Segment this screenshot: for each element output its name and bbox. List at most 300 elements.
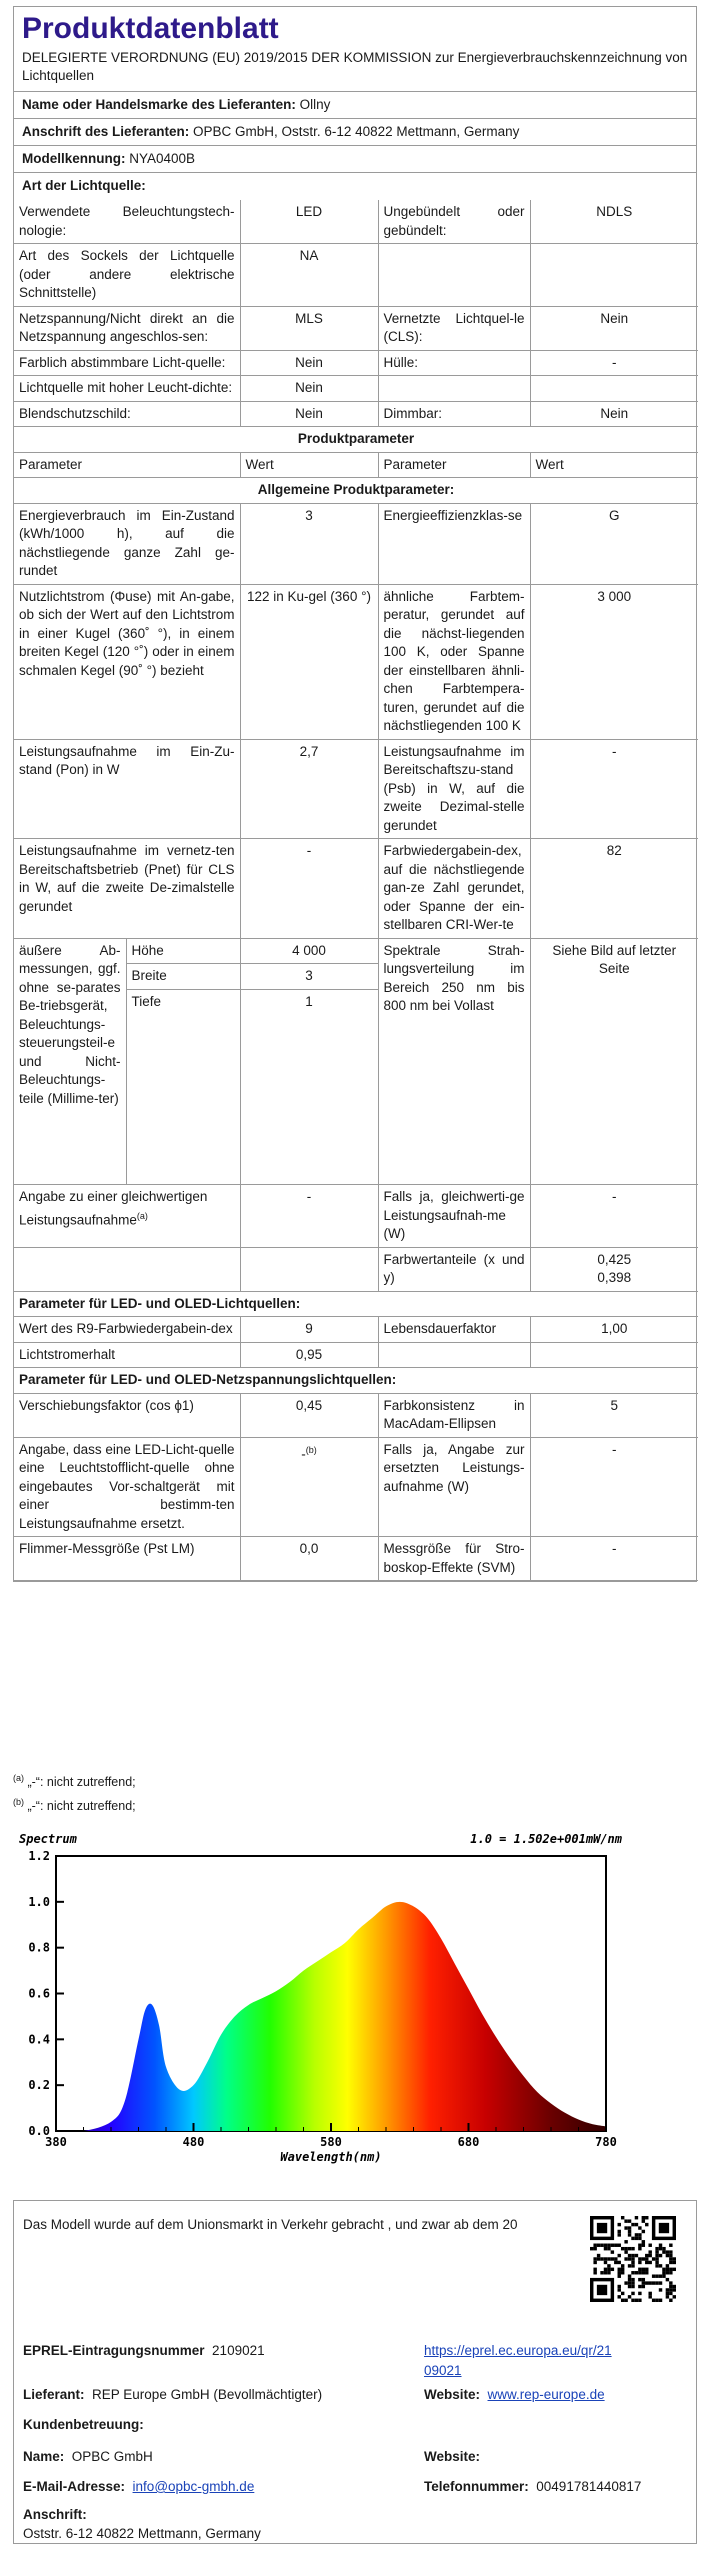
param-label	[14, 1185, 240, 1248]
qr-module	[669, 2271, 672, 2274]
qr-module	[621, 2292, 624, 2295]
qr-module	[659, 2281, 662, 2284]
qr-module	[631, 2247, 634, 2250]
qr-module	[648, 2250, 651, 2253]
qr-code-icon[interactable]	[590, 2216, 676, 2302]
type-row	[14, 401, 698, 427]
qr-module	[673, 2261, 676, 2264]
qr-module	[669, 2257, 672, 2260]
footnote-a: $^{(a)}$ „-“: nicht zutreffend;	[13, 1773, 136, 1790]
qr-module	[614, 2244, 617, 2247]
qr-module	[669, 2288, 672, 2291]
qr-module	[600, 2244, 603, 2247]
qr-module	[638, 2271, 641, 2274]
param-label: Lichtstromerhalt	[14, 1342, 240, 1368]
param-value: G	[530, 503, 698, 584]
eprel-label: EPREL-Eintragungsnummer	[23, 2343, 205, 2358]
param-value: 5	[530, 1393, 698, 1437]
parameter-grid	[14, 200, 698, 1581]
qr-module	[631, 2257, 634, 2260]
qr-module	[631, 2299, 634, 2302]
param-label: Blendschutzschild:	[14, 401, 240, 427]
email-row	[23, 2477, 254, 2497]
datasheet-table	[13, 6, 697, 1582]
qr-module	[593, 2261, 596, 2264]
qr-module	[652, 2281, 655, 2284]
product-params-header-row	[14, 427, 698, 453]
general-row	[14, 584, 698, 739]
param-value: 0,0	[240, 1537, 378, 1581]
qr-module	[648, 2281, 651, 2284]
qr-module	[618, 2285, 621, 2288]
address-row	[14, 119, 696, 146]
qr-module	[635, 2233, 638, 2236]
general-row	[14, 839, 698, 939]
qr-module	[648, 2244, 651, 2247]
qr-module	[673, 2285, 676, 2288]
website2-row	[424, 2447, 480, 2467]
qr-module	[659, 2264, 662, 2267]
qr-module	[624, 2240, 627, 2243]
qr-module	[662, 2274, 665, 2277]
website-link[interactable]: www.rep-europe.de	[487, 2387, 605, 2402]
qr-module	[597, 2254, 600, 2257]
param-label: Lebensdauerfaktor	[378, 1317, 530, 1343]
qr-module	[673, 2288, 676, 2291]
qr-module	[645, 2268, 648, 2271]
qr-module	[635, 2237, 638, 2240]
qr-module	[614, 2261, 617, 2264]
qr-module	[624, 2247, 627, 2250]
param-value: NA	[240, 244, 378, 307]
qr-module	[669, 2281, 672, 2284]
qr-module	[631, 2292, 634, 2295]
qr-module	[642, 2219, 645, 2222]
col-header-value: Wert	[530, 452, 698, 478]
y-tick-label: 0.4	[28, 2032, 50, 2047]
qr-module	[604, 2247, 607, 2250]
param-value: Siehe Bild auf letzter Seite	[530, 938, 698, 1185]
param-value	[240, 1437, 378, 1537]
eprel-row	[23, 2341, 265, 2361]
param-label: Falls ja, Angabe zur ersetzten Leistungs-aufnahme (W)	[378, 1437, 530, 1537]
qr-module	[604, 2268, 607, 2271]
qr-module	[628, 2233, 631, 2236]
param-value: -	[240, 1185, 378, 1248]
qr-module	[635, 2254, 638, 2257]
qr-module	[618, 2288, 621, 2291]
qr-module	[618, 2271, 621, 2274]
chart-title: Spectrum	[19, 1832, 77, 1846]
param-label: Leistungsaufnahme im Ein-Zu-stand (Pon) in W	[14, 739, 240, 839]
chroma-y: 0,398	[597, 1270, 632, 1285]
chromaticity-row	[14, 1247, 698, 1291]
dimensions-row	[14, 938, 698, 1185]
qr-module	[618, 2233, 621, 2236]
qr-module	[618, 2223, 621, 2226]
x-tick-label: 780	[595, 2135, 617, 2149]
qr-module	[638, 2233, 641, 2236]
tel-label: Telefonnummer:	[424, 2479, 529, 2494]
general-params-header: Allgemeine Produktparameter:	[14, 478, 698, 504]
qr-module	[593, 2247, 596, 2250]
qr-module	[642, 2271, 645, 2274]
product-params-header: Produktparameter	[14, 427, 698, 453]
param-label: Verwendete Beleuchtungstech-nologie:	[14, 200, 240, 244]
param-label: Farbwertanteile (x und y)	[378, 1247, 530, 1291]
qr-module	[638, 2226, 641, 2229]
qr-module	[618, 2268, 621, 2271]
param-label: Dimmbar:	[378, 401, 530, 427]
y-tick-label: 0.0	[28, 2124, 50, 2138]
eprel-link-line1[interactable]: https://eprel.ec.europa.eu/qr/21	[424, 2343, 612, 2358]
lieferant-label: Lieferant:	[23, 2387, 85, 2402]
qr-module	[645, 2254, 648, 2257]
qr-module	[669, 2292, 672, 2295]
qr-module	[618, 2230, 621, 2233]
qr-module	[628, 2219, 631, 2222]
x-tick-label: 680	[457, 2135, 480, 2149]
qr-module	[655, 2299, 658, 2302]
y-tick-label: 1.2	[28, 1849, 50, 1863]
param-value	[530, 244, 698, 307]
col-header-parameter: Parameter	[14, 452, 240, 478]
name-value: OPBC GmbH	[71, 2449, 153, 2464]
qr-module	[642, 2257, 645, 2260]
led-row	[14, 1317, 698, 1343]
name-label: Name:	[23, 2449, 65, 2464]
param-label: Ungebündelt oder gebündelt:	[378, 200, 530, 244]
qr-module	[666, 2264, 669, 2267]
qr-module	[659, 2274, 662, 2277]
footnotes	[13, 1768, 136, 1816]
model-label: Modellkennung:	[22, 151, 126, 166]
y-tick-label: 1.0	[28, 1894, 50, 1909]
qr-module	[628, 2285, 631, 2288]
qr-module	[621, 2271, 624, 2274]
type-row	[14, 244, 698, 307]
qr-module	[645, 2216, 648, 2219]
qr-module	[642, 2216, 645, 2219]
qr-module	[655, 2257, 658, 2260]
qr-module	[642, 2285, 645, 2288]
led-header-row	[14, 1291, 698, 1317]
qr-module	[642, 2268, 645, 2271]
qr-module	[628, 2295, 631, 2298]
x-tick-label: 480	[182, 2135, 205, 2149]
qr-module	[614, 2257, 617, 2260]
qr-module	[607, 2244, 610, 2247]
qr-module	[652, 2299, 655, 2302]
param-value: 3 000	[530, 584, 698, 739]
page-title: Produktdatenblatt	[22, 12, 279, 45]
footnote-b: $^{(b)}$ „-“: nicht zutreffend;	[13, 1797, 136, 1814]
param-label: Netzspannung/Nicht direkt an die Netzspannung angeschlos-sen:	[14, 306, 240, 350]
param-value: MLS	[240, 306, 378, 350]
y-tick-label: 0.2	[28, 2078, 50, 2093]
eprel-link[interactable]	[424, 2341, 612, 2381]
qr-module	[666, 2250, 669, 2253]
qr-module	[607, 2257, 610, 2260]
tel-value: 00491781440817	[536, 2479, 642, 2494]
qr-module	[593, 2257, 596, 2260]
qr-module	[635, 2271, 638, 2274]
qr-module	[624, 2257, 627, 2260]
qr-module	[662, 2271, 665, 2274]
param-label: Spektrale Strah-lungsverteilung im Bereich 250 nm bis 800 nm bei Vollast	[378, 938, 530, 1185]
param-label: Verschiebungsfaktor (cos ϕ1)	[14, 1393, 240, 1437]
qr-module	[659, 2247, 662, 2250]
param-value: LED	[240, 200, 378, 244]
qr-module	[600, 2257, 603, 2260]
qr-module	[631, 2278, 634, 2281]
qr-module	[666, 2288, 669, 2291]
param-label: Lichtquelle mit hoher Leucht-dichte:	[14, 376, 240, 402]
qr-module	[655, 2281, 658, 2284]
qr-module	[642, 2244, 645, 2247]
qr-module	[611, 2250, 614, 2253]
type-row	[14, 306, 698, 350]
type-row	[14, 350, 698, 376]
model-row	[14, 146, 696, 173]
qr-module	[638, 2285, 641, 2288]
x-tick-label: 580	[320, 2135, 342, 2149]
qr-module	[600, 2271, 603, 2274]
qr-module	[638, 2261, 641, 2264]
qr-module	[597, 2257, 600, 2260]
dim-value: 3	[241, 964, 378, 990]
qr-module	[624, 2281, 627, 2284]
dimensions-label: äußere Ab-messungen, ggf. ohne se-parates Be-triebsgerät, Beleuchtungs-steuerungsteil-e und Nicht-Beleuchtungs-teile (Millime-ter)	[14, 939, 126, 1185]
qr-module	[618, 2254, 621, 2257]
qr-module	[597, 2244, 600, 2247]
qr-module	[673, 2295, 676, 2298]
mls-params-header: Parameter für LED- und OLED-Netzspannungslichtquellen:	[14, 1368, 698, 1394]
qr-module	[642, 2281, 645, 2284]
type-row	[14, 376, 698, 402]
email-label: E-Mail-Adresse:	[23, 2479, 126, 2494]
mls-row	[14, 1537, 698, 1581]
qr-module	[607, 2271, 610, 2274]
eprel-link-line2[interactable]: 09021	[424, 2363, 462, 2378]
qr-module	[604, 2271, 607, 2274]
qr-module	[631, 2264, 634, 2267]
param-label: Art des Sockels der Lichtquelle (oder andere elektrische Schnittstelle)	[14, 244, 240, 307]
param-label	[378, 1342, 530, 1368]
qr-module	[669, 2261, 672, 2264]
param-value: 0,95	[240, 1342, 378, 1368]
qr-module	[659, 2299, 662, 2302]
general-header-row	[14, 478, 698, 504]
dimensions-cell	[14, 938, 240, 1185]
qr-module	[645, 2223, 648, 2226]
mls-row	[14, 1437, 698, 1537]
qr-module	[669, 2254, 672, 2257]
qr-module	[673, 2257, 676, 2260]
qr-module	[593, 2271, 596, 2274]
qr-module	[628, 2230, 631, 2233]
param-value: Nein	[530, 306, 698, 350]
param-value: 2,7	[240, 739, 378, 839]
qr-module	[611, 2268, 614, 2271]
qr-module	[652, 2257, 655, 2260]
qr-module	[618, 2274, 621, 2277]
qr-finder	[659, 2223, 669, 2233]
qr-module	[638, 2278, 641, 2281]
name-row	[23, 2447, 153, 2467]
param-value: 0,45	[240, 1393, 378, 1437]
qr-module	[628, 2264, 631, 2267]
qr-module	[604, 2257, 607, 2260]
qr-module	[631, 2254, 634, 2257]
qr-module	[662, 2250, 665, 2253]
qr-module	[631, 2285, 634, 2288]
regulation-subtitle: DELEGIERTE VERORDNUNG (EU) 2019/2015 DER KOMMISSION zur Energieverbrauchskennzeichnung von Lichtquellen	[14, 49, 696, 92]
qr-module	[659, 2244, 662, 2247]
qr-module	[624, 2250, 627, 2253]
qr-module	[638, 2244, 641, 2247]
eprel-value: 2109021	[212, 2343, 265, 2358]
qr-finder	[597, 2223, 607, 2233]
param-label: Hülle:	[378, 350, 530, 376]
address-label: Anschrift des Lieferanten:	[22, 124, 190, 139]
type-section-header: Art der Lichtquelle:	[22, 178, 146, 193]
qr-module	[628, 2278, 631, 2281]
qr-module	[635, 2216, 638, 2219]
qr-module	[624, 2219, 627, 2222]
qr-module	[590, 2247, 593, 2250]
qr-module	[631, 2261, 634, 2264]
qr-module	[669, 2299, 672, 2302]
supplier-value: Ollny	[299, 97, 331, 112]
param-value: -	[240, 839, 378, 939]
qr-module	[666, 2268, 669, 2271]
param-label: Angabe, dass eine LED-Licht-quelle eine Leuchtstofflicht-quelle ohne eingebautes Vor-schaltgerät mit einer bestimm-ten Leistungsaufnahme ersetzt.	[14, 1437, 240, 1537]
qr-module	[669, 2244, 672, 2247]
qr-module	[666, 2278, 669, 2281]
qr-module	[621, 2268, 624, 2271]
qr-module	[624, 2226, 627, 2229]
email-link[interactable]: info@opbc-gmbh.de	[132, 2479, 255, 2494]
info-box	[13, 2200, 697, 2544]
led-params-header: Parameter für LED- und OLED-Lichtquellen:	[14, 1291, 698, 1317]
qr-module	[638, 2237, 641, 2240]
qr-module	[642, 2240, 645, 2243]
chart-annotation: 1.0 = 1.502e+001mW/nm	[470, 1832, 622, 1846]
y-tick-label: 0.6	[28, 1986, 50, 2001]
param-label: Vernetzte Lichtquel-le (CLS):	[378, 306, 530, 350]
param-label: Leistungsaufnahme im Bereitschaftszu-stand (Psb) in W, auf die zweite Dezimal-stelle gerundet	[378, 739, 530, 839]
param-label	[378, 244, 530, 307]
dim-name: Tiefe	[126, 989, 240, 1014]
param-value: -	[530, 1537, 698, 1581]
qr-module	[638, 2299, 641, 2302]
param-value	[530, 1247, 698, 1291]
qr-module	[645, 2261, 648, 2264]
qr-module	[659, 2254, 662, 2257]
param-label: ähnliche Farbtem-peratur, gerundet auf die nächst-liegenden 100 K, oder Spanne der einstellbaren ähnli-chen Farbtempera-turen, gerundet auf die nächstliegenden 100 K	[378, 584, 530, 739]
column-header-row	[14, 452, 698, 478]
qr-module	[638, 2268, 641, 2271]
param-value: -	[530, 1437, 698, 1537]
param-label: Messgröße für Stro-boskop-Effekte (SVM)	[378, 1537, 530, 1581]
param-value: Nein	[530, 401, 698, 427]
qr-module	[618, 2295, 621, 2298]
spectrum-chart	[13, 1826, 628, 2180]
param-label: Energieverbrauch im Ein-Zustand (kWh/1000 h), auf die nächstliegende ganze Zahl ge-rundet	[14, 503, 240, 584]
qr-module	[645, 2281, 648, 2284]
chroma-x: 0,425	[597, 1251, 632, 1267]
dim-name: Breite	[126, 964, 240, 990]
param-value: 3	[240, 503, 378, 584]
qr-module	[645, 2257, 648, 2260]
param-label: Wert des R9-Farbwiedergabein-dex	[14, 1317, 240, 1343]
address-value: OPBC GmbH, Oststr. 6-12 40822 Mettmann, Germany	[193, 124, 520, 139]
footnote-ref: (b)	[305, 1444, 317, 1455]
param-value: -	[530, 739, 698, 839]
qr-module	[621, 2299, 624, 2302]
param-value: Nein	[240, 376, 378, 402]
dim-value: 4 000	[241, 939, 378, 964]
dimensions-subtable	[14, 939, 240, 1185]
footnote-ref: (a)	[136, 1210, 148, 1221]
qr-module	[631, 2271, 634, 2274]
equivalent-row	[14, 1185, 698, 1248]
model-value: NYA0400B	[129, 151, 196, 166]
qr-module	[659, 2288, 662, 2291]
param-value	[530, 1342, 698, 1368]
equivalent-label: Angabe zu einer gleichwertigen Leistungsaufnahme	[19, 1189, 208, 1227]
col-header-parameter: Parameter	[378, 452, 530, 478]
qr-finder	[597, 2285, 607, 2295]
value-dash: -	[301, 1446, 306, 1461]
col-header-value: Wert	[240, 452, 378, 478]
qr-module	[666, 2295, 669, 2298]
param-value: -	[530, 1185, 698, 1248]
qr-module	[655, 2254, 658, 2257]
qr-module	[652, 2274, 655, 2277]
param-value: 1,00	[530, 1317, 698, 1343]
qr-module	[631, 2237, 634, 2240]
qr-module	[655, 2274, 658, 2277]
param-value: Nein	[240, 401, 378, 427]
param-label: Flimmer-Messgröße (Pst LM)	[14, 1537, 240, 1581]
qr-module	[624, 2299, 627, 2302]
qr-module	[618, 2244, 621, 2247]
qr-module	[604, 2261, 607, 2264]
led-row	[14, 1342, 698, 1368]
qr-module	[611, 2244, 614, 2247]
dimensions-values-cell	[240, 938, 378, 1185]
qr-module	[648, 2295, 651, 2298]
website2-label: Website:	[424, 2449, 481, 2464]
qr-module	[631, 2281, 634, 2284]
qr-module	[642, 2278, 645, 2281]
param-value: 122 in Ku-gel (360 °)	[240, 584, 378, 739]
qr-module	[628, 2274, 631, 2277]
qr-module	[666, 2254, 669, 2257]
param-label: Farbwiedergabein-dex, auf die nächstliegende gan-ze Zahl gerundet, oder Spanne der ein-stellbaren CRI-Wer-te	[378, 839, 530, 939]
kundenbetreuung-label: Kundenbetreuung:	[23, 2417, 144, 2432]
qr-module	[618, 2261, 621, 2264]
qr-module	[607, 2264, 610, 2267]
dim-value: 1	[305, 993, 313, 1009]
qr-module	[655, 2247, 658, 2250]
qr-module	[669, 2285, 672, 2288]
general-row	[14, 503, 698, 584]
param-value: 82	[530, 839, 698, 939]
anschrift-label: Anschrift:	[23, 2507, 87, 2522]
